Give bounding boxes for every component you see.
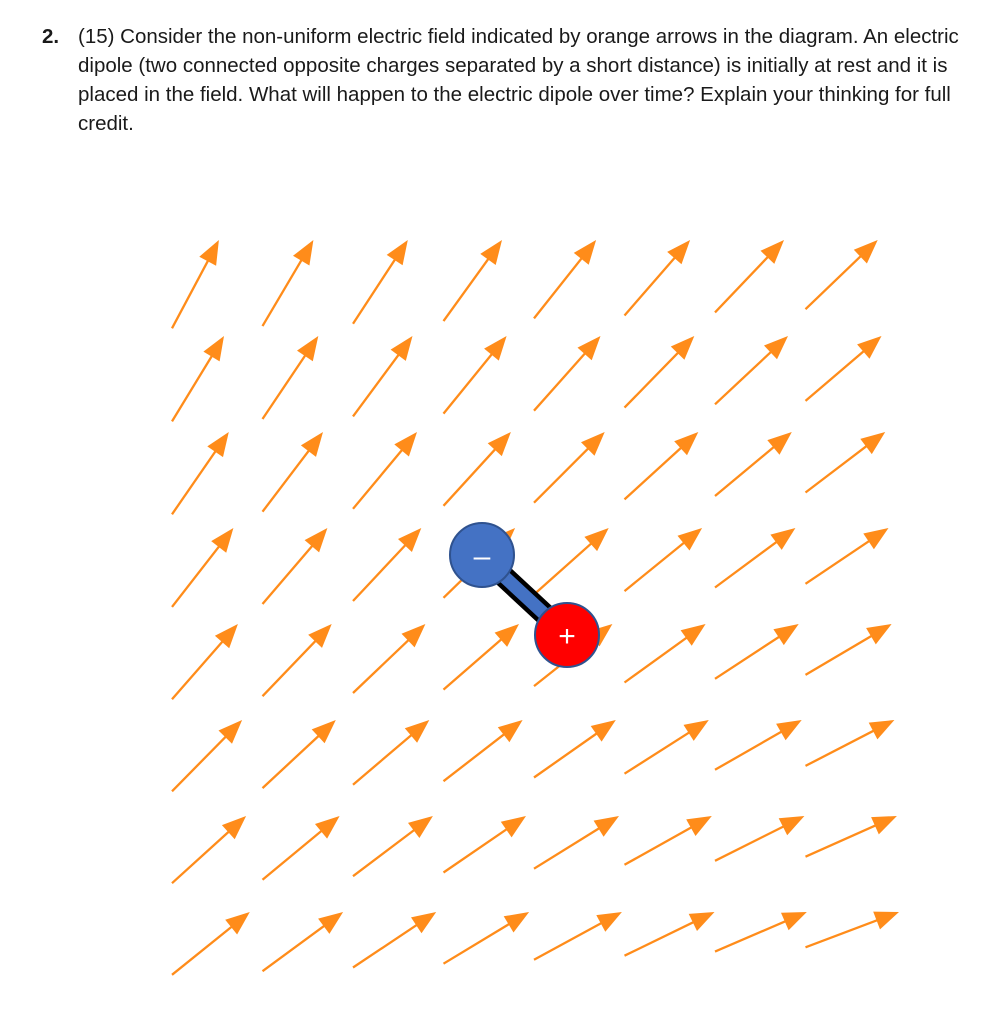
field-arrow-head — [767, 432, 792, 455]
field-arrow-shaft — [625, 921, 697, 956]
field-arrow-shaft — [444, 256, 491, 321]
field-arrow-head — [857, 336, 881, 359]
field-arrow-head — [484, 336, 507, 361]
field-arrow-shaft — [263, 734, 322, 789]
field-arrow-shaft — [444, 827, 510, 872]
field-arrow-head — [501, 816, 526, 837]
field-arrow-head — [781, 912, 807, 930]
field-arrow-shaft — [715, 730, 784, 770]
field-arrow-shaft — [715, 635, 782, 679]
field-arrow-head — [394, 432, 417, 457]
field-arrow-shaft — [625, 255, 678, 315]
field-arrow-shaft — [625, 446, 684, 500]
field-arrow-shaft — [806, 634, 875, 675]
field-arrow-shaft — [172, 925, 234, 975]
field-arrow-head — [225, 912, 250, 935]
field-arrow-shaft — [353, 923, 420, 967]
field-arrow-head — [199, 240, 219, 266]
field-arrow-shaft — [715, 825, 787, 861]
field-arrow-shaft — [534, 922, 604, 960]
field-arrow-shaft — [806, 824, 879, 857]
field-arrow-shaft — [625, 826, 695, 865]
field-arrow-shaft — [625, 731, 693, 774]
field-arrow-shaft — [806, 919, 881, 947]
field-arrow-shaft — [353, 543, 408, 601]
field-arrow-head — [596, 912, 622, 932]
field-arrow-head — [773, 624, 798, 645]
field-arrow-shaft — [263, 257, 304, 326]
field-arrow-head — [315, 816, 340, 839]
field-arrow-head — [203, 336, 224, 361]
field-arrow-shaft — [353, 828, 417, 876]
field-arrow-head — [686, 816, 712, 836]
field-arrow-shaft — [263, 448, 311, 512]
field-arrow-head — [318, 912, 343, 934]
field-arrow-shaft — [263, 829, 325, 880]
electric-dipole — [450, 523, 599, 667]
field-arrow-shaft — [263, 353, 308, 419]
field-arrow-shaft — [806, 444, 870, 492]
field-arrow-shaft — [625, 541, 687, 592]
field-arrow-shaft — [444, 732, 507, 781]
field-arrow-shaft — [625, 350, 681, 407]
field-arrow-shaft — [353, 352, 401, 416]
field-arrow-head — [504, 912, 529, 933]
field-arrow-shaft — [806, 254, 864, 309]
field-arrow-head — [871, 816, 897, 834]
field-arrow-shaft — [715, 350, 773, 405]
field-arrow-shaft — [534, 351, 587, 411]
field-arrow-head — [297, 336, 318, 361]
field-arrow-head — [591, 720, 616, 742]
field-arrow-shaft — [806, 729, 877, 766]
field-arrow-shaft — [353, 257, 397, 324]
field-arrow-head — [860, 432, 885, 454]
field-arrow-shaft — [534, 827, 602, 869]
field-arrow-shaft — [715, 920, 789, 952]
field-arrow-head — [405, 720, 430, 743]
positive-charge-label: + — [558, 620, 576, 653]
field-arrow-shaft — [715, 445, 777, 496]
field-arrow-head — [207, 432, 229, 457]
field-arrow-head — [689, 912, 715, 931]
field-arrow-shaft — [534, 732, 600, 778]
field-arrow-head — [211, 528, 233, 553]
field-arrow-shaft — [172, 258, 210, 329]
field-arrow-shaft — [715, 540, 779, 588]
field-arrow-head — [574, 240, 596, 265]
field-arrow-head — [391, 336, 413, 361]
field-arrow-head — [667, 240, 690, 264]
field-arrow-shaft — [806, 539, 872, 584]
field-arrow-shaft — [172, 353, 214, 421]
field-arrow-shaft — [534, 256, 584, 319]
field-arrow-head — [873, 912, 899, 930]
field-arrow-head — [678, 528, 703, 551]
field-arrow-shaft — [444, 922, 513, 963]
field-arrow-shaft — [444, 352, 495, 414]
field-arrow-shaft — [353, 638, 411, 693]
field-arrow-shaft — [263, 543, 315, 604]
field-arrow-shaft — [534, 541, 594, 594]
field-arrow-shaft — [444, 637, 504, 690]
field-arrow-shaft — [172, 449, 217, 515]
question-number: 2. — [42, 25, 60, 48]
field-arrow-head — [411, 912, 436, 933]
field-arrow-shaft — [534, 446, 591, 503]
field-arrow-head — [594, 816, 619, 837]
field-arrow-shaft — [172, 639, 225, 699]
field-arrow-head — [866, 624, 892, 644]
field-arrow-head — [770, 528, 795, 550]
field-arrow-head — [776, 720, 802, 740]
field-arrow-head — [408, 816, 433, 838]
field-arrow-shaft — [444, 447, 498, 506]
field-arrow-shaft — [172, 829, 231, 883]
field-arrow-head — [301, 432, 323, 457]
field-arrow-head — [863, 528, 888, 549]
field-arrow-shaft — [353, 447, 404, 508]
question-text: (15) Consider the non-uniform electric field indicated by orange arrows in the diagram. An electric dipole (two connected opposite charges separated by a short distance) is initially at rest and it is placed in the field. What will happen to the electric dipole over time? Explain your thinking for full credit. — [78, 25, 959, 135]
field-arrow-shaft — [172, 734, 228, 791]
field-arrow-shaft — [625, 636, 690, 683]
field-arrow-head — [684, 720, 709, 741]
field-arrow-shaft — [263, 924, 328, 971]
field-arrow-head — [869, 720, 895, 739]
negative-charge-label: – — [473, 540, 491, 573]
field-arrow-head — [480, 240, 502, 265]
field-arrow-head — [498, 720, 523, 742]
field-arrow-shaft — [172, 544, 221, 607]
field-arrow-shaft — [806, 349, 867, 401]
field-arrow-head — [681, 624, 706, 646]
field-arrow-shaft — [263, 638, 318, 696]
field-arrow-head — [779, 816, 805, 835]
field-arrow-shaft — [715, 255, 770, 313]
field-arrow-head — [387, 240, 408, 265]
field-arrow-head — [293, 240, 313, 266]
field-arrow-shaft — [353, 733, 414, 785]
field-arrow-head — [305, 528, 328, 552]
